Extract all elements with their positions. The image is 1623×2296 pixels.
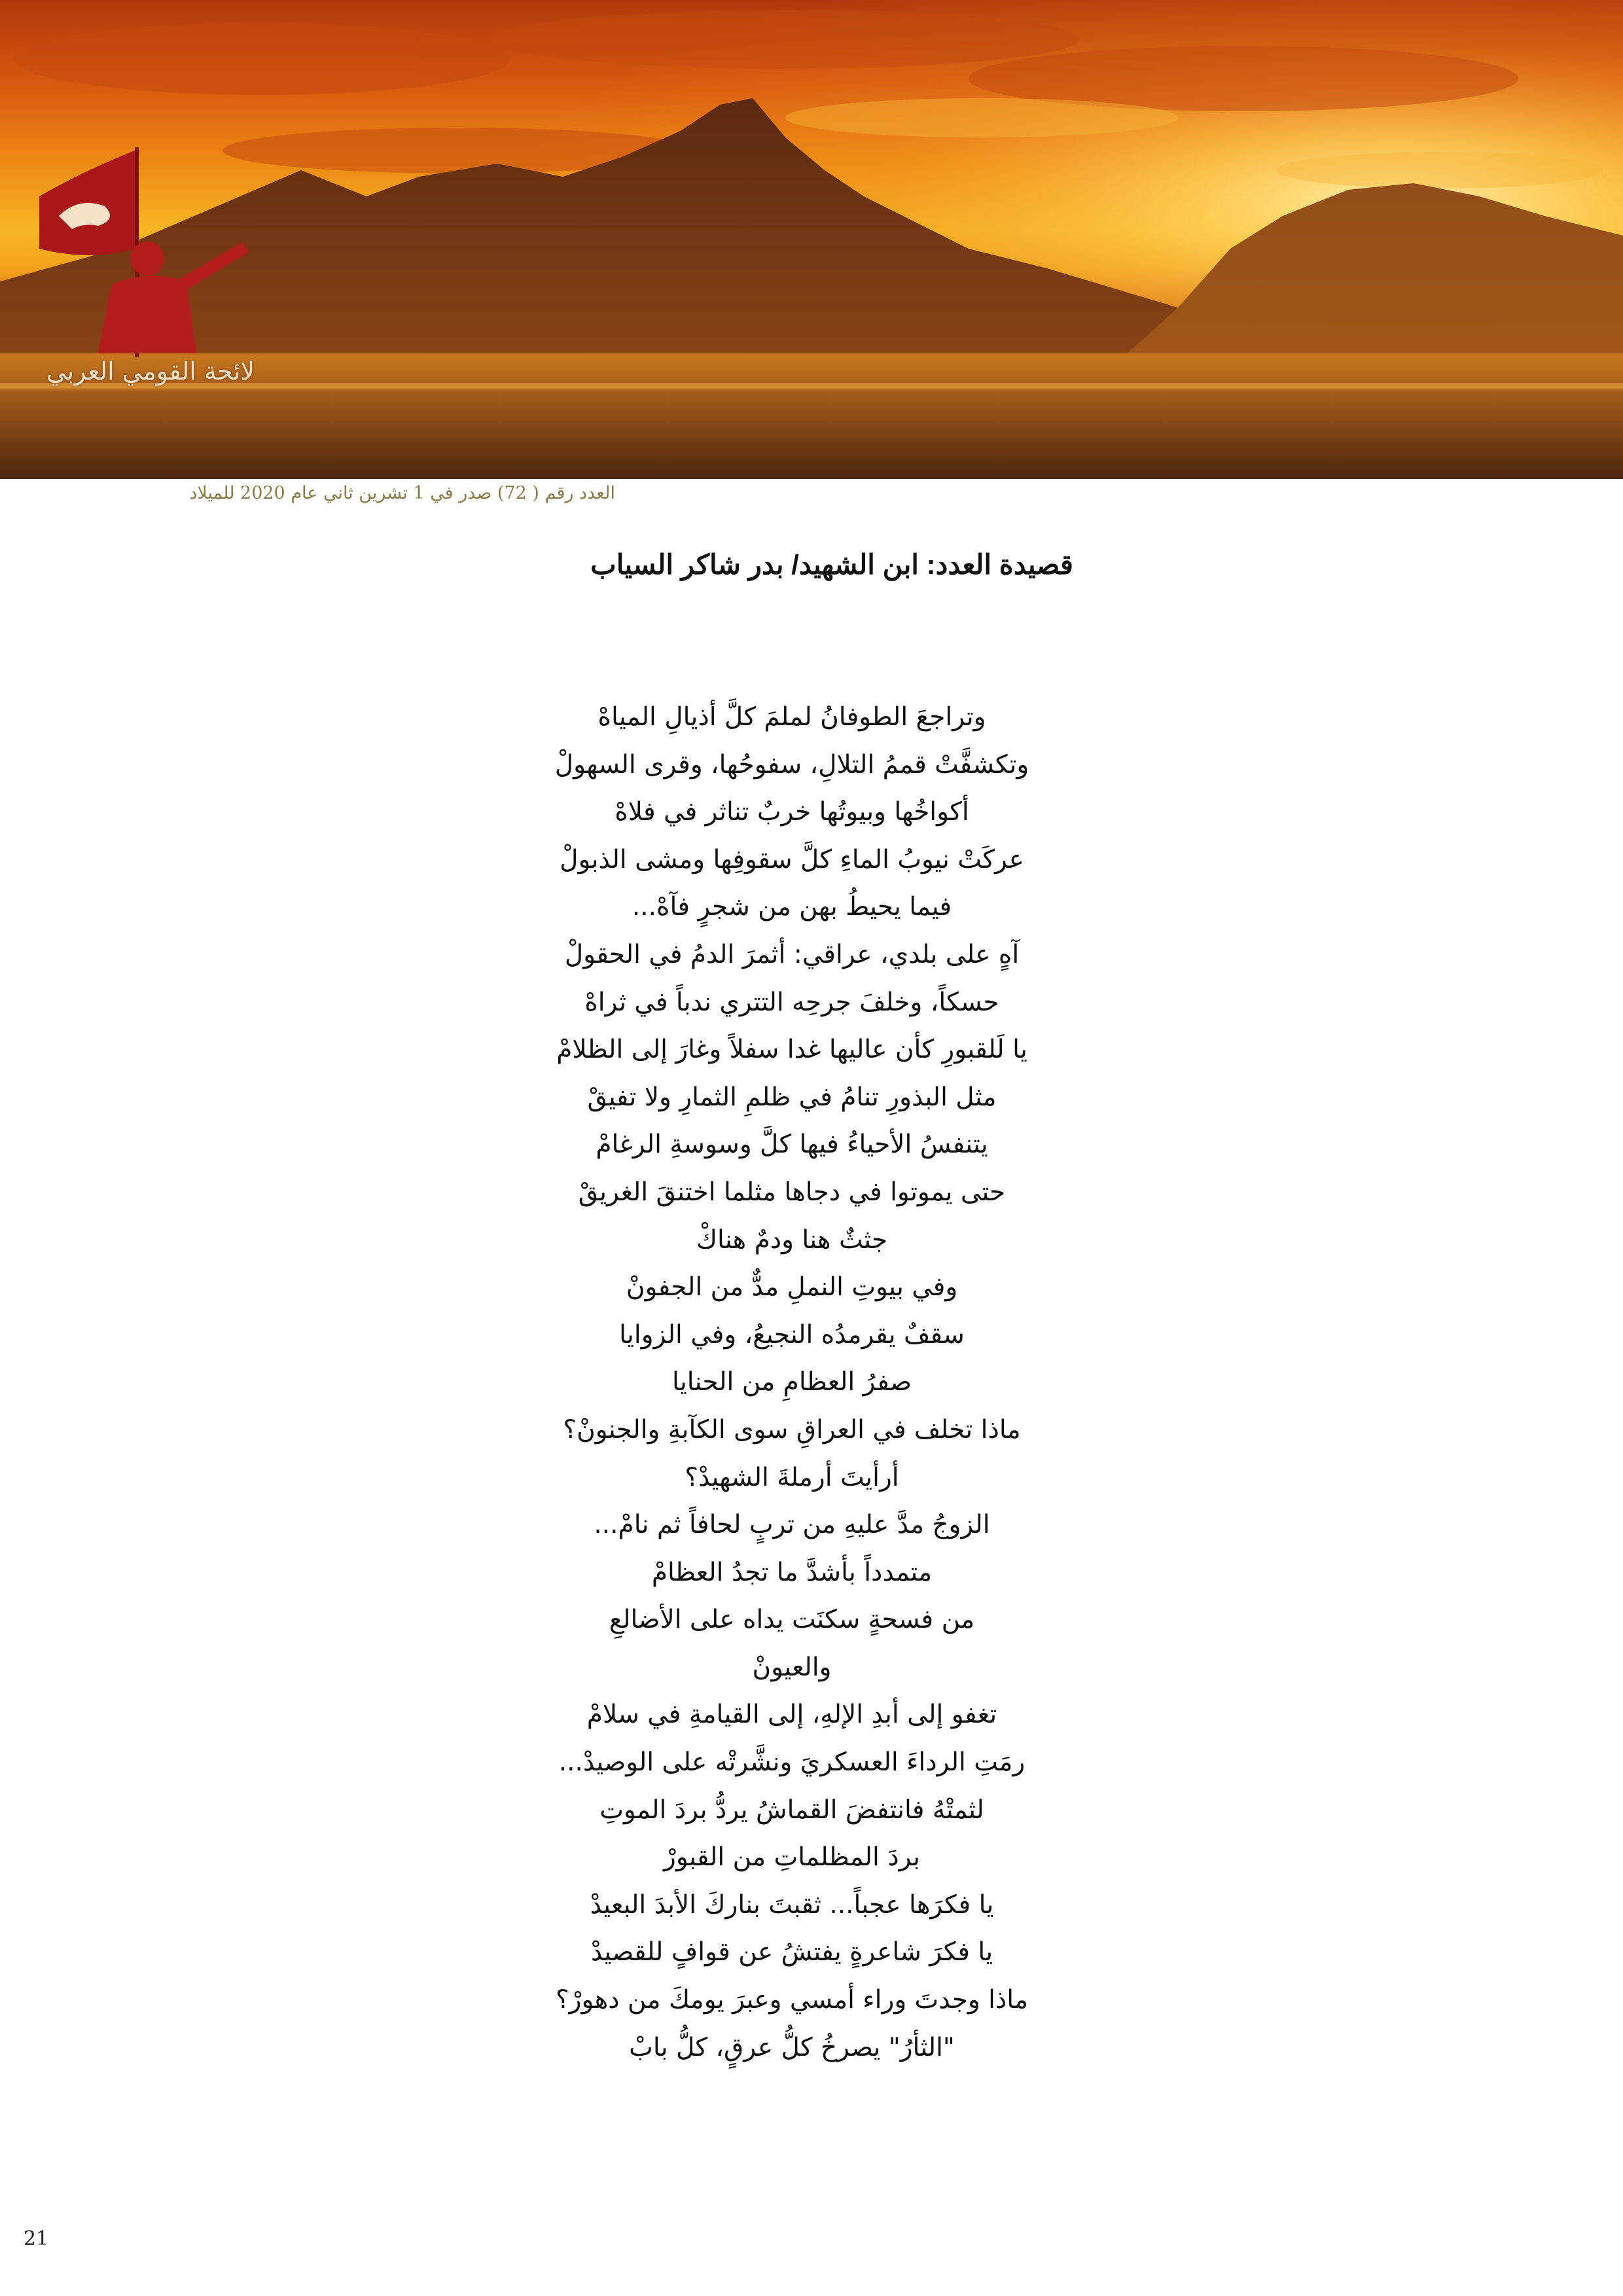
poem-line: آهٍ على بلدي، عراقي: أثمرَ الدمُ في الحقولْ [564, 939, 1020, 969]
poem-line: ماذا وجدتَ وراء أمسي وعبرَ يومكَ من دهورْ؟ [555, 1985, 1029, 2015]
poem-line: جثثٌ هنا ودمٌ هناكْ [696, 1225, 888, 1255]
poem-line: يا فكرَ شاعرةٍ يفتشُ عن قوافٍ للقصيدْ [590, 1937, 993, 1967]
poem-line: حسكاً، وخلفَ جرحِه التتري ندباً في ثراهْ [584, 987, 999, 1017]
poem-line: ماذا تخلف في العراقِ سوى الكآبةِ والجنونْ؟ [563, 1414, 1021, 1444]
poem-line: وتراجعَ الطوفانُ لملمَ كلَّ أذيالِ المياهْ [597, 702, 986, 732]
issue-info: العدد رقم ( 72) صدر في 1 تشرين ثاني عام 2020 للميلاد [189, 483, 615, 503]
poem-line: يا فكرَها عجباً... ثقبتَ بناركَ الأبدَ البعيدْ [590, 1890, 994, 1920]
poem-line: فيما يحيطُ بهن من شجرٍ فآهْ... [632, 892, 952, 922]
poem-line: يا لَلقبورِ كأن عاليها غدا سفلاً وغارَ إلى الظلامْ [556, 1035, 1027, 1065]
poem-title: قصيدة العدد: ابن الشهيد/ بدر شاكر السياب [590, 549, 1073, 580]
poem-line: من فسحةٍ سكنَت يداه على الأضالعِ [609, 1605, 975, 1635]
poem-line: أرأيتَ أرملةَ الشهيدْ؟ [685, 1462, 899, 1492]
poem-line: مثل البذورِ تنامُ في ظلمِ الثمارِ ولا تفيقْ [587, 1082, 997, 1112]
poem-line: وفي بيوتِ النملِ مدٌّ من الجفونْ [626, 1272, 958, 1302]
poem-line: وتكشفَّتْ قممُ التلالِ، سفوحُها، وقرى السهولْ [554, 749, 1029, 780]
poem-line: الزوجُ مدَّ عليهِ من تربٍ لحافاً ثم نامْ... [594, 1510, 990, 1540]
header-banner [0, 0, 1623, 479]
logo-text: لائحة القومي العربي [46, 357, 255, 386]
poem-line: رمَتِ الرداءَ العسكريَ ونشَّرتْه على الوصيدْ... [558, 1748, 1026, 1778]
poem-line: عركَتْ نيوبُ الماءِ كلَّ سقوفِها ومشى الذبولْ [560, 844, 1024, 874]
poem-line: سقفٌ يقرمدُه النجيعُ، وفي الزوايا [619, 1319, 965, 1350]
poem-line: تغفو إلى أبدِ الإلهِ، إلى القيامةِ في سلامْ [586, 1700, 997, 1730]
poem-line: لثمتْهُ فانتفضَ القماشُ يردُّ بردَ الموتِ [599, 1795, 984, 1825]
sunset-mountains-image [0, 0, 1623, 479]
poem-line: بردَ المظلماتِ من القبورْ [663, 1842, 921, 1873]
poem-line: متمدداً بأشدَّ ما تجدُ العظامْ [651, 1557, 933, 1587]
poem-line: والعيونْ [752, 1652, 832, 1682]
poem-line: يتنفسُ الأحياءُ فيها كلَّ وسوسةِ الرغامْ [596, 1130, 988, 1160]
poem-line: حتى يموتوا في دجاها مثلما اختنقَ الغريقْ [578, 1177, 1006, 1207]
poem-body [419, 694, 1165, 2072]
poem-line: "الثأرُ" يصرخُ كلُّ عرقٍ، كلُّ بابْ [629, 2032, 955, 2062]
poem-line: صفرُ العظامِ من الحنايا [672, 1367, 912, 1397]
poem-line: أكواخُها وبيوتُها خربٌ تناثر في فلاهْ [615, 797, 969, 827]
page-number: 21 [24, 2227, 49, 2250]
